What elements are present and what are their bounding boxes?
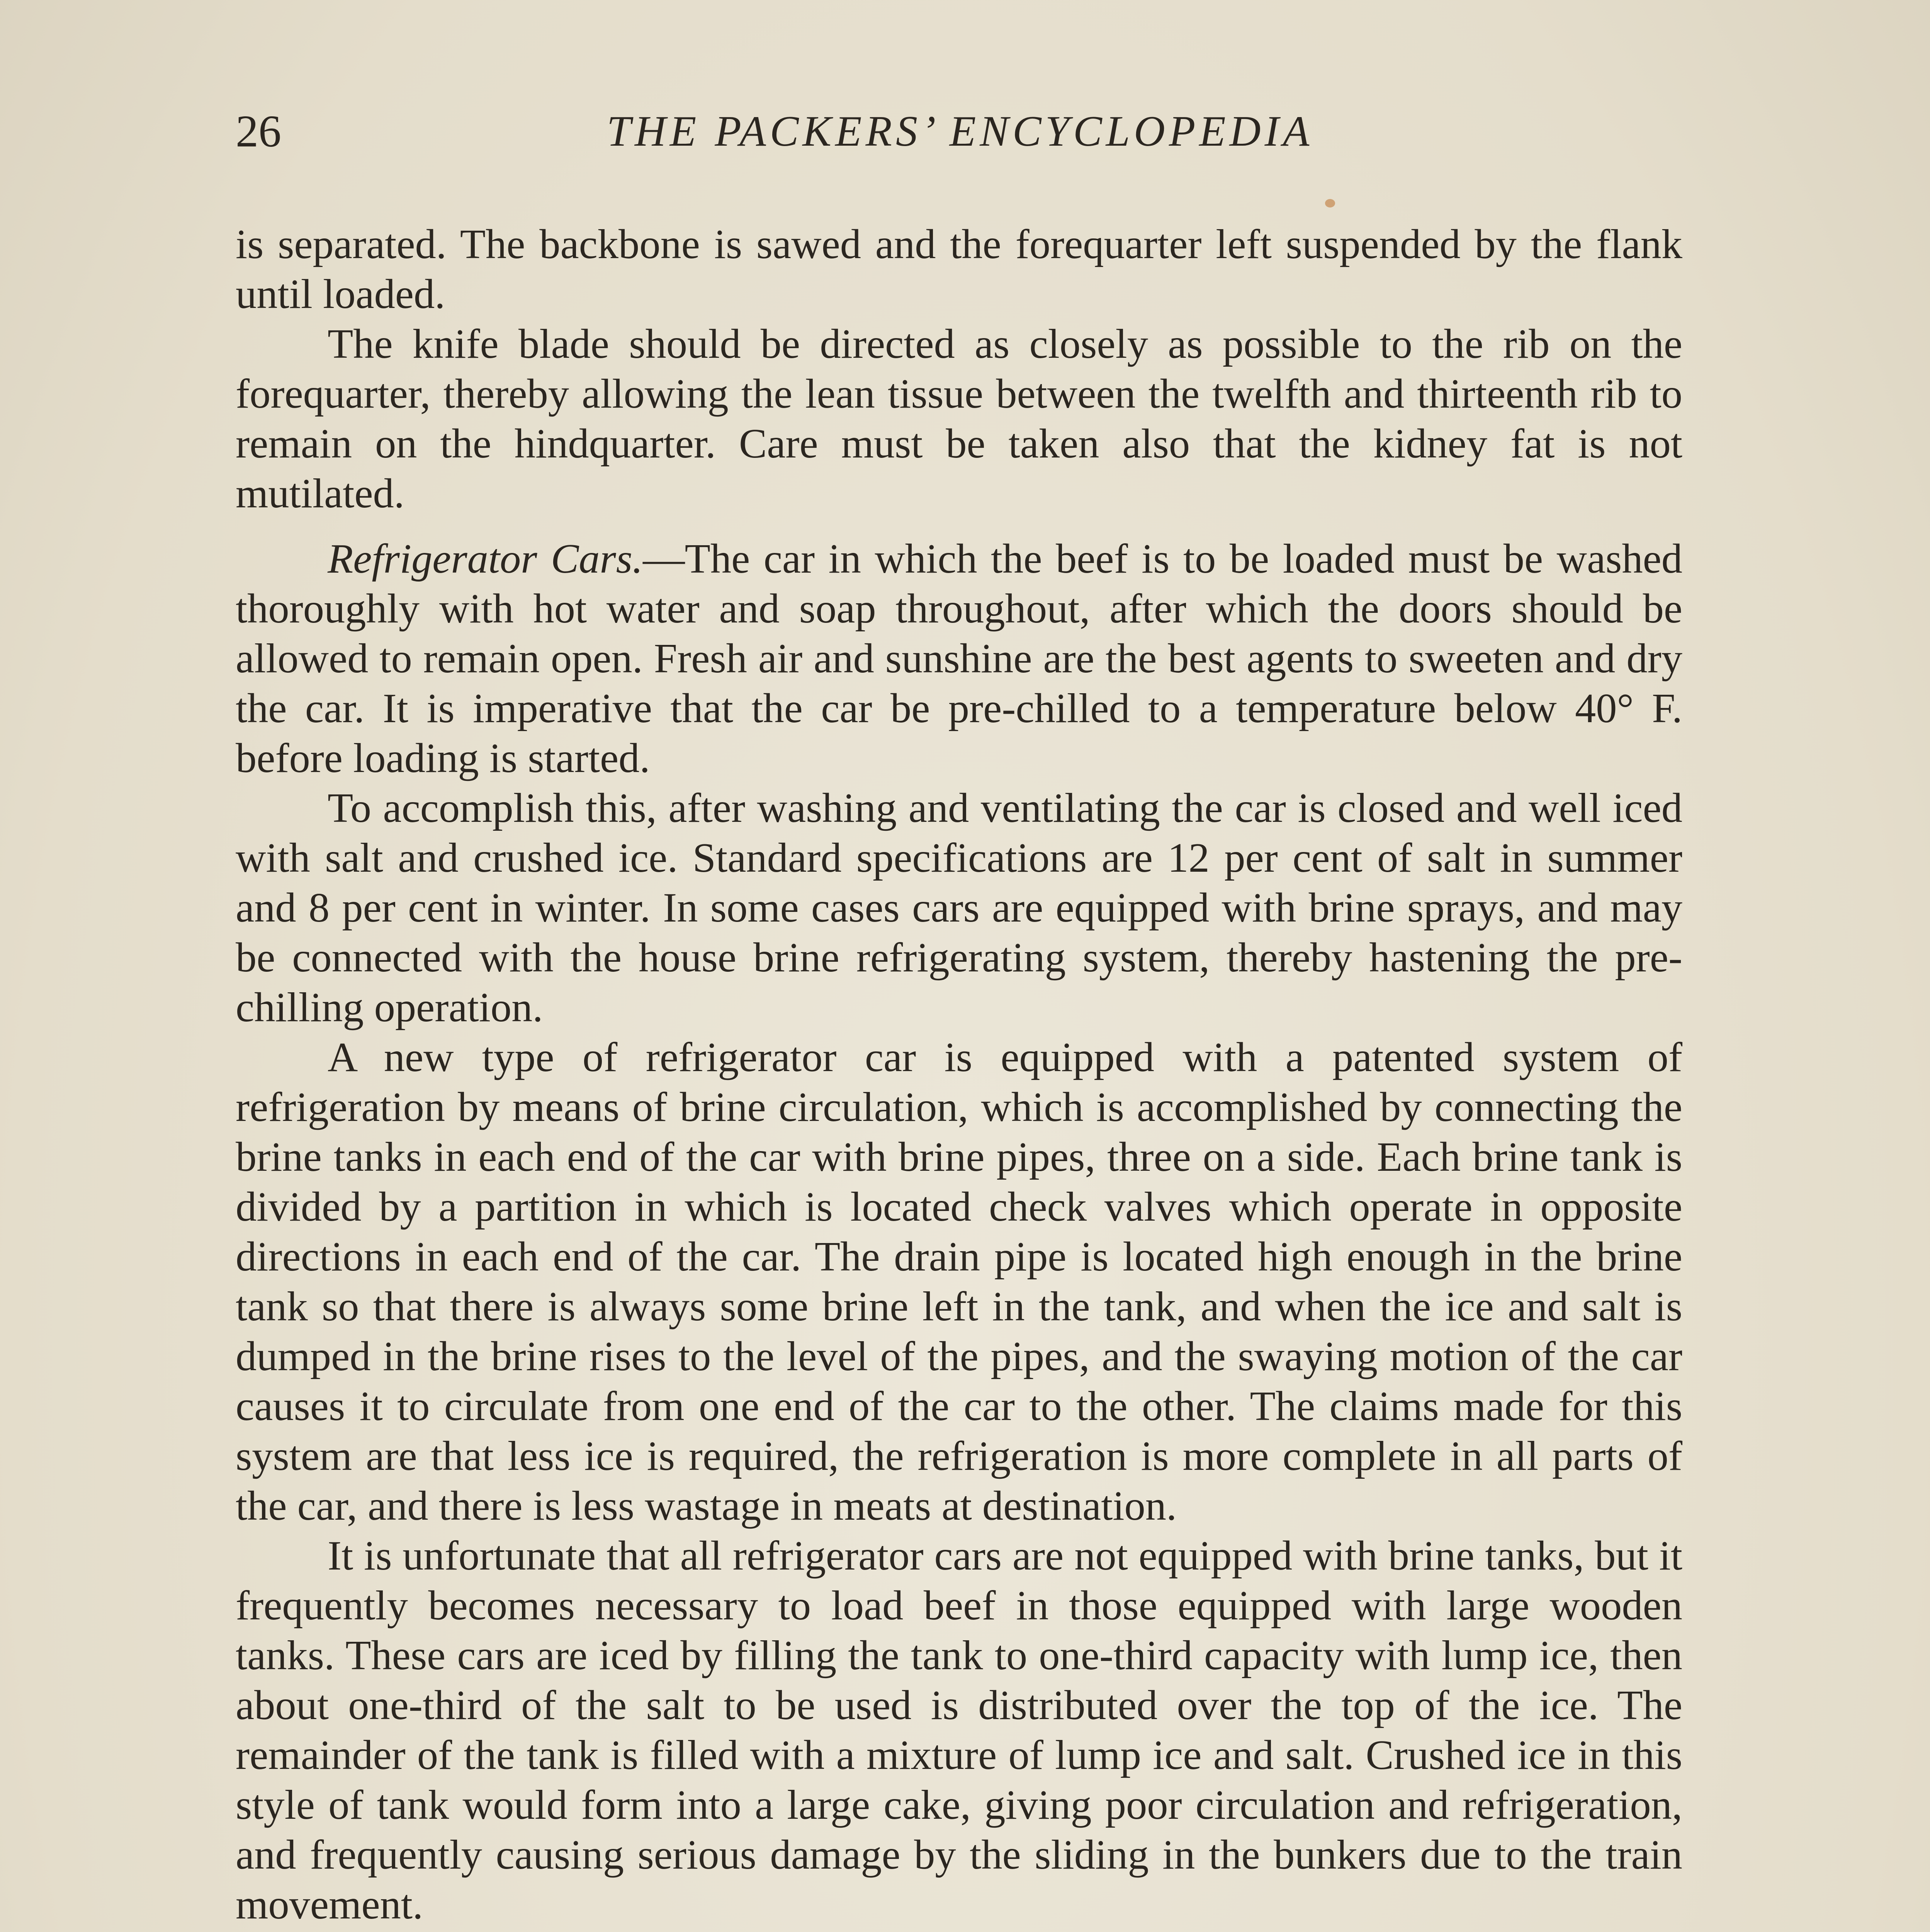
run-in-heading: Refrigerator Cars. (328, 536, 643, 582)
paragraph (236, 319, 1682, 519)
paragraph-text: A new type of refrigerator car is equipped with a patented system of refrigeration by means of brine circulation, which is accomplished by connecting the brine tanks in each end of the car with brine pipes, three on a side. Each brine tank is divided by a partition in which is located check valves which operate in opposite directions in each end of the car. The drain pipe is located high enough in the brine tank so that there is always some brine left in the tank, and when the ice and salt is dumped in the brine rises to the level of the pipes, and the swaying motion of the car causes it to circulate from one end of the car to the other. The claims made for this system are that less ice is required, the refrigeration is more complete in all parts of the car, and there is less wastage in meats at destination. (236, 1034, 1682, 1529)
paragraph-refrigerator-cars (236, 534, 1682, 783)
paragraph-text: —The car in which the beef is to be loaded must be washed thoroughly with hot water and soap throughout, after which the doors should be allowed to remain open. Fresh air and sunshine are the best agents to sweeten and dry the car. It is imperative that the car be pre-chilled to a temperature below 40° F. before loading is started. (236, 536, 1682, 781)
paragraph (236, 1531, 1682, 1930)
paragraph-text: It is unfortunate that all refrigerator cars are not equipped with brine tanks, but it frequently becomes necessary to load beef in those equipped with large wooden tanks. These cars are iced by filling the tank to one-third capacity with lump ice, then about one-third of the salt to be used is distributed over the top of the ice. The remainder of the tank is filled with a mixture of lump ice and salt. Crushed ice in this style of tank would form into a large cake, giving poor circulation and refrigeration, and frequently causing serious damage by the sliding in the bunkers due to the train movement. (236, 1532, 1682, 1928)
paragraph (236, 783, 1682, 1032)
running-title: THE PACKERS’ ENCYCLOPEDIA (607, 107, 1313, 155)
paragraph-text: To accomplish this, after washing and ventilating the car is closed and well iced with salt and crushed ice. Standard specifications are 12 per cent of salt in summer and 8 per cent in winter. In some cases cars are equipped with brine sprays, and may be connected with the house brine refrigerating system, thereby hastening the pre-chilling operation. (236, 785, 1682, 1031)
paragraph-text: The knife blade should be directed as closely as possible to the rib on the forequarter, thereby allowing the lean tissue between the twelfth and thirteenth rib to remain on the hindquarter. Care must be taken also that the kidney fat is not mutilated. (236, 321, 1682, 517)
paragraph (236, 219, 1682, 319)
page-body (236, 219, 1682, 1932)
running-head (236, 104, 1684, 158)
paragraph (236, 1032, 1682, 1531)
paragraph-text: is separated. The backbone is sawed and the forequarter left suspended by the flank until loaded. (236, 221, 1682, 317)
page-number: 26 (236, 106, 281, 156)
ink-speck (1325, 199, 1335, 207)
